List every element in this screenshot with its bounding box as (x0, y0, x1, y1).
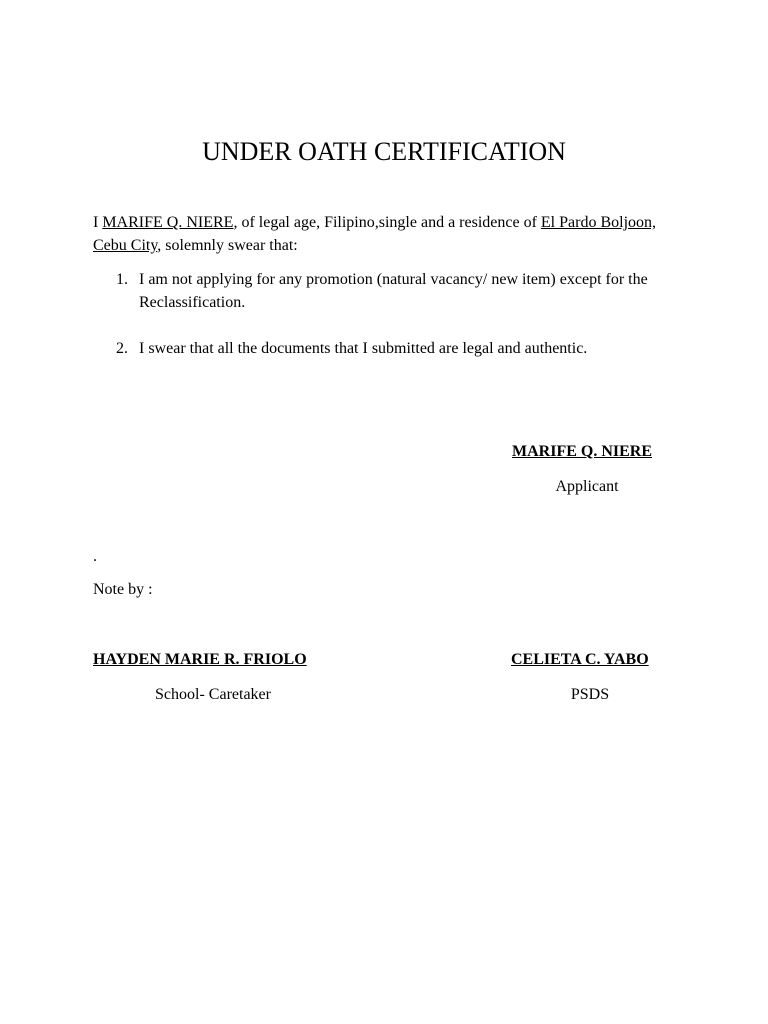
list-item-text: I am not applying for any promotion (natural vacancy/ new item) except for the Reclassification. (139, 271, 648, 311)
intro-suffix: , solemnly swear that: (157, 237, 298, 254)
document-title: UNDER OATH CERTIFICATION (202, 137, 566, 166)
signatory-role-friolo: School- Caretaker (155, 686, 271, 703)
signatory-name-friolo: HAYDEN MARIE R. FRIOLO (93, 651, 307, 668)
list-item (116, 268, 676, 314)
list-item (116, 337, 676, 360)
list-item-text: I swear that all the documents that I submitted are legal and authentic. (139, 340, 588, 357)
intro-middle: , of legal age, Filipino,single and a residence of (233, 214, 541, 231)
list-item-number: 1. (116, 271, 128, 288)
applicant-role: Applicant (555, 478, 619, 495)
signatory-role-yabo: PSDS (570, 686, 610, 703)
signatory-name-yabo: CELIETA C. YABO (511, 651, 649, 668)
intro-address: El Pardo Boljoon, Cebu City (93, 214, 657, 254)
intro-prefix: I (93, 214, 103, 231)
intro-name: MARIFE Q. NIERE (102, 214, 234, 231)
applicant-name: MARIFE Q. NIERE (512, 443, 653, 460)
note-label: Note by : (93, 581, 153, 598)
dot-mark: . (93, 548, 97, 565)
list-item-number: 2. (116, 340, 128, 357)
intro-paragraph (93, 211, 683, 257)
